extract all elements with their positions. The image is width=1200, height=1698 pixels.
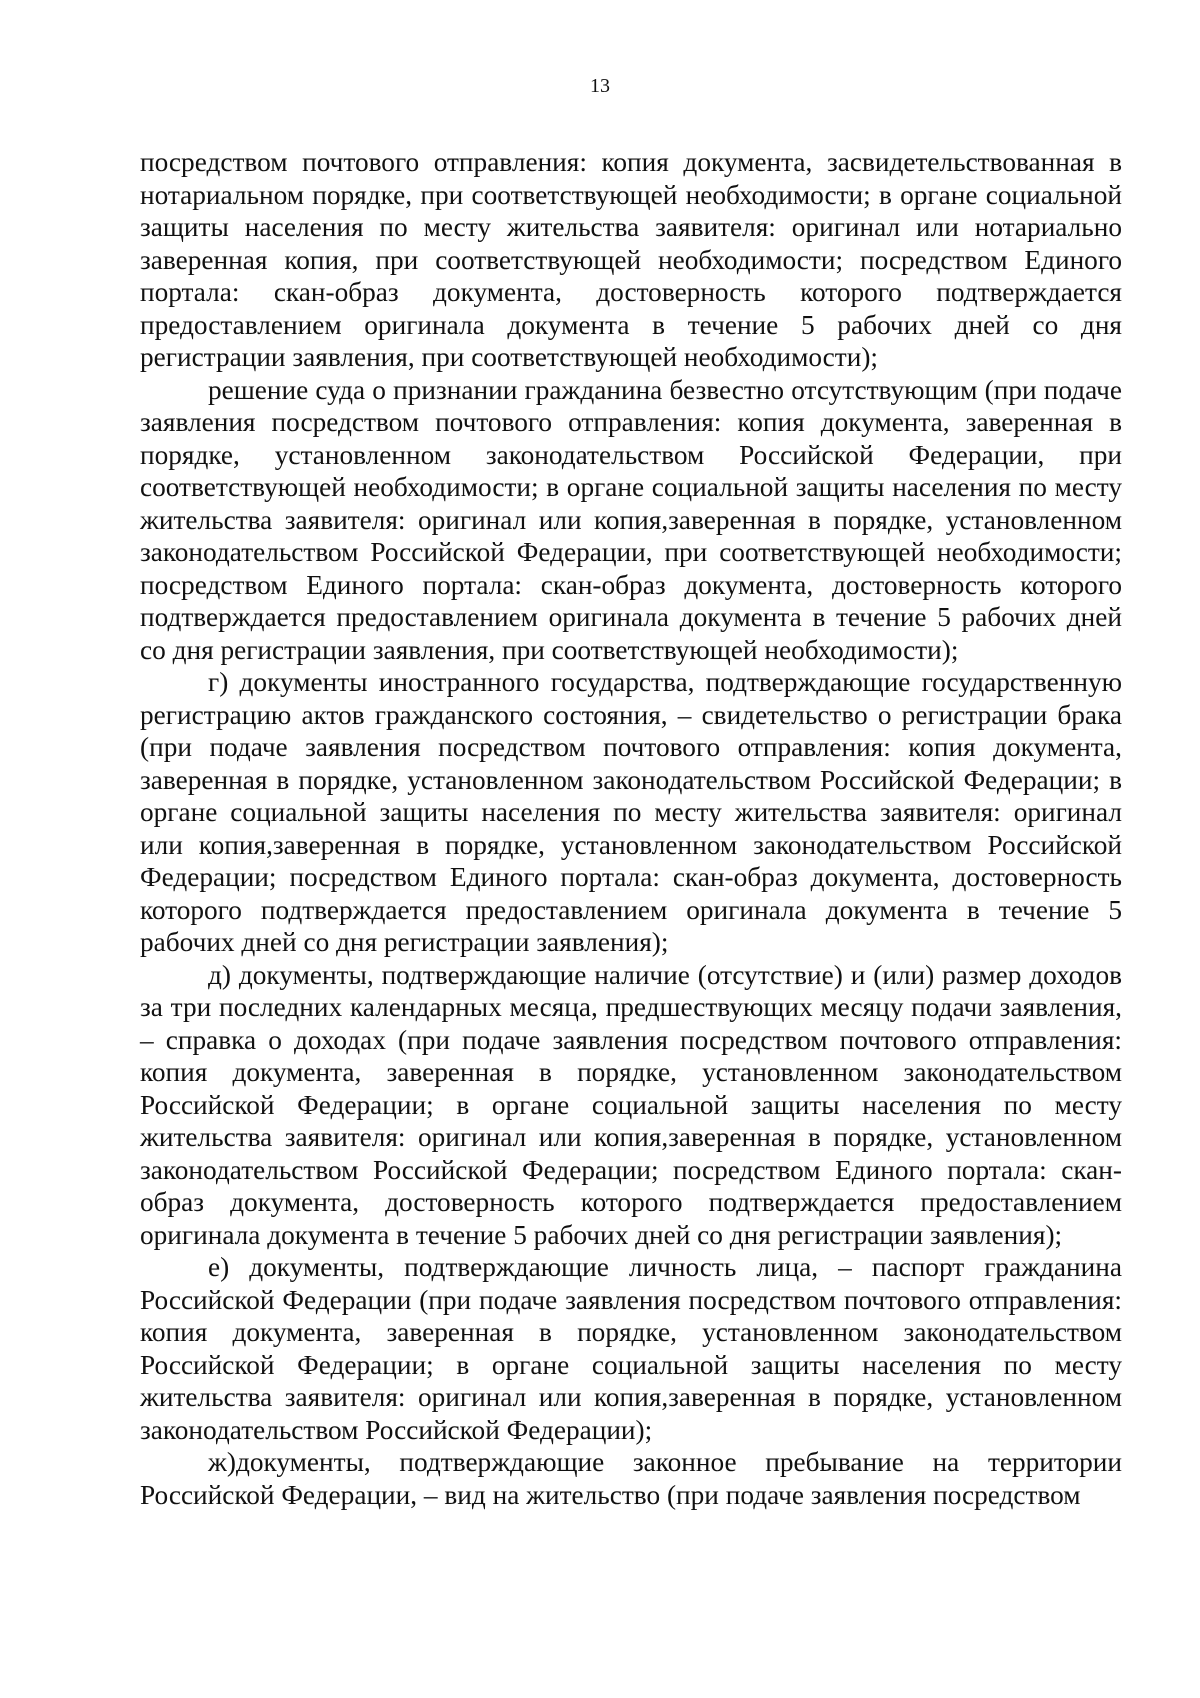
paragraph: д) документы, подтверждающие наличие (отсутствие) и (или) размер доходов за три последних календарных месяца, предшествующих месяцу подачи заявления, – справка о доходах (при подаче заявления посредством почтового отправления: копия документа, заверенная в порядке, установленном законодательством Российской Федерации; в органе социальной защиты населения по месту жительства заявителя: оригинал или копия,заверенная в порядке, установленном законодательством Российской Федерации; посредством Единого портала: скан-образ документа, достоверность которого подтверждается предоставлением оригинала документа в течение 5 рабочих дней со дня регистрации заявления);: [140, 959, 1122, 1250]
paragraph: ж)документы, подтверждающие законное пребывание на территории Российской Федерации, – вид на жительство (при подаче заявления посредством: [140, 1447, 1122, 1510]
paragraph: е) документы, подтверждающие личность лица, – паспорт гражданина Российской Федерации (при подаче заявления посредством почтового отправления: копия документа, заверенная в порядке, установленном законодательством Российской Федерации; в органе социальной защиты населения по месту жительства заявителя: оригинал или копия,заверенная в порядке, установленном законодательством Российской Федерации);: [140, 1252, 1122, 1445]
document-body: [140, 146, 1122, 1511]
page-number: 13: [590, 75, 610, 97]
paragraph: посредством почтового отправления: копия документа, засвидетельствованная в нотариальном порядке, при соответствующей необходимости; в органе социальной защиты населения по месту жительства заявителя: оригинал или нотариально заверенная копия, при соответствующей необходимости; посредством Единого портала: скан-образ документа, достоверность которого подтверждается предоставлением оригинала документа в течение 5 рабочих дней со дня регистрации заявления, при соответствующей необходимости);: [140, 147, 1122, 372]
paragraph: г) документы иностранного государства, подтверждающие государственную регистрацию актов гражданского состояния, – свидетельство о регистрации брака (при подаче заявления посредством почтового отправления: копия документа, заверенная в порядке, установленном законодательством Российской Федерации; в органе социальной защиты населения по месту жительства заявителя: оригинал или копия,заверенная в порядке, установленном законодательством Российской Федерации; посредством Единого портала: скан-образ документа, достоверность которого подтверждается предоставлением оригинала документа в течение 5 рабочих дней со дня регистрации заявления);: [140, 667, 1122, 957]
paragraph: решение суда о признании гражданина безвестно отсутствующим (при подаче заявления посредством почтового отправления: копия документа, заверенная в порядке, установленном законодательством Российской Федерации, при соответствующей необходимости; в органе социальной защиты населения по месту жительства заявителя: оригинал или копия,заверенная в порядке, установленном законодательством Российской Федерации, при соответствующей необходимости; посредством Единого портала: скан-образ документа, достоверность которого подтверждается предоставлением оригинала документа в течение 5 рабочих дней со дня регистрации заявления, при соответствующей необходимости);: [140, 374, 1122, 665]
